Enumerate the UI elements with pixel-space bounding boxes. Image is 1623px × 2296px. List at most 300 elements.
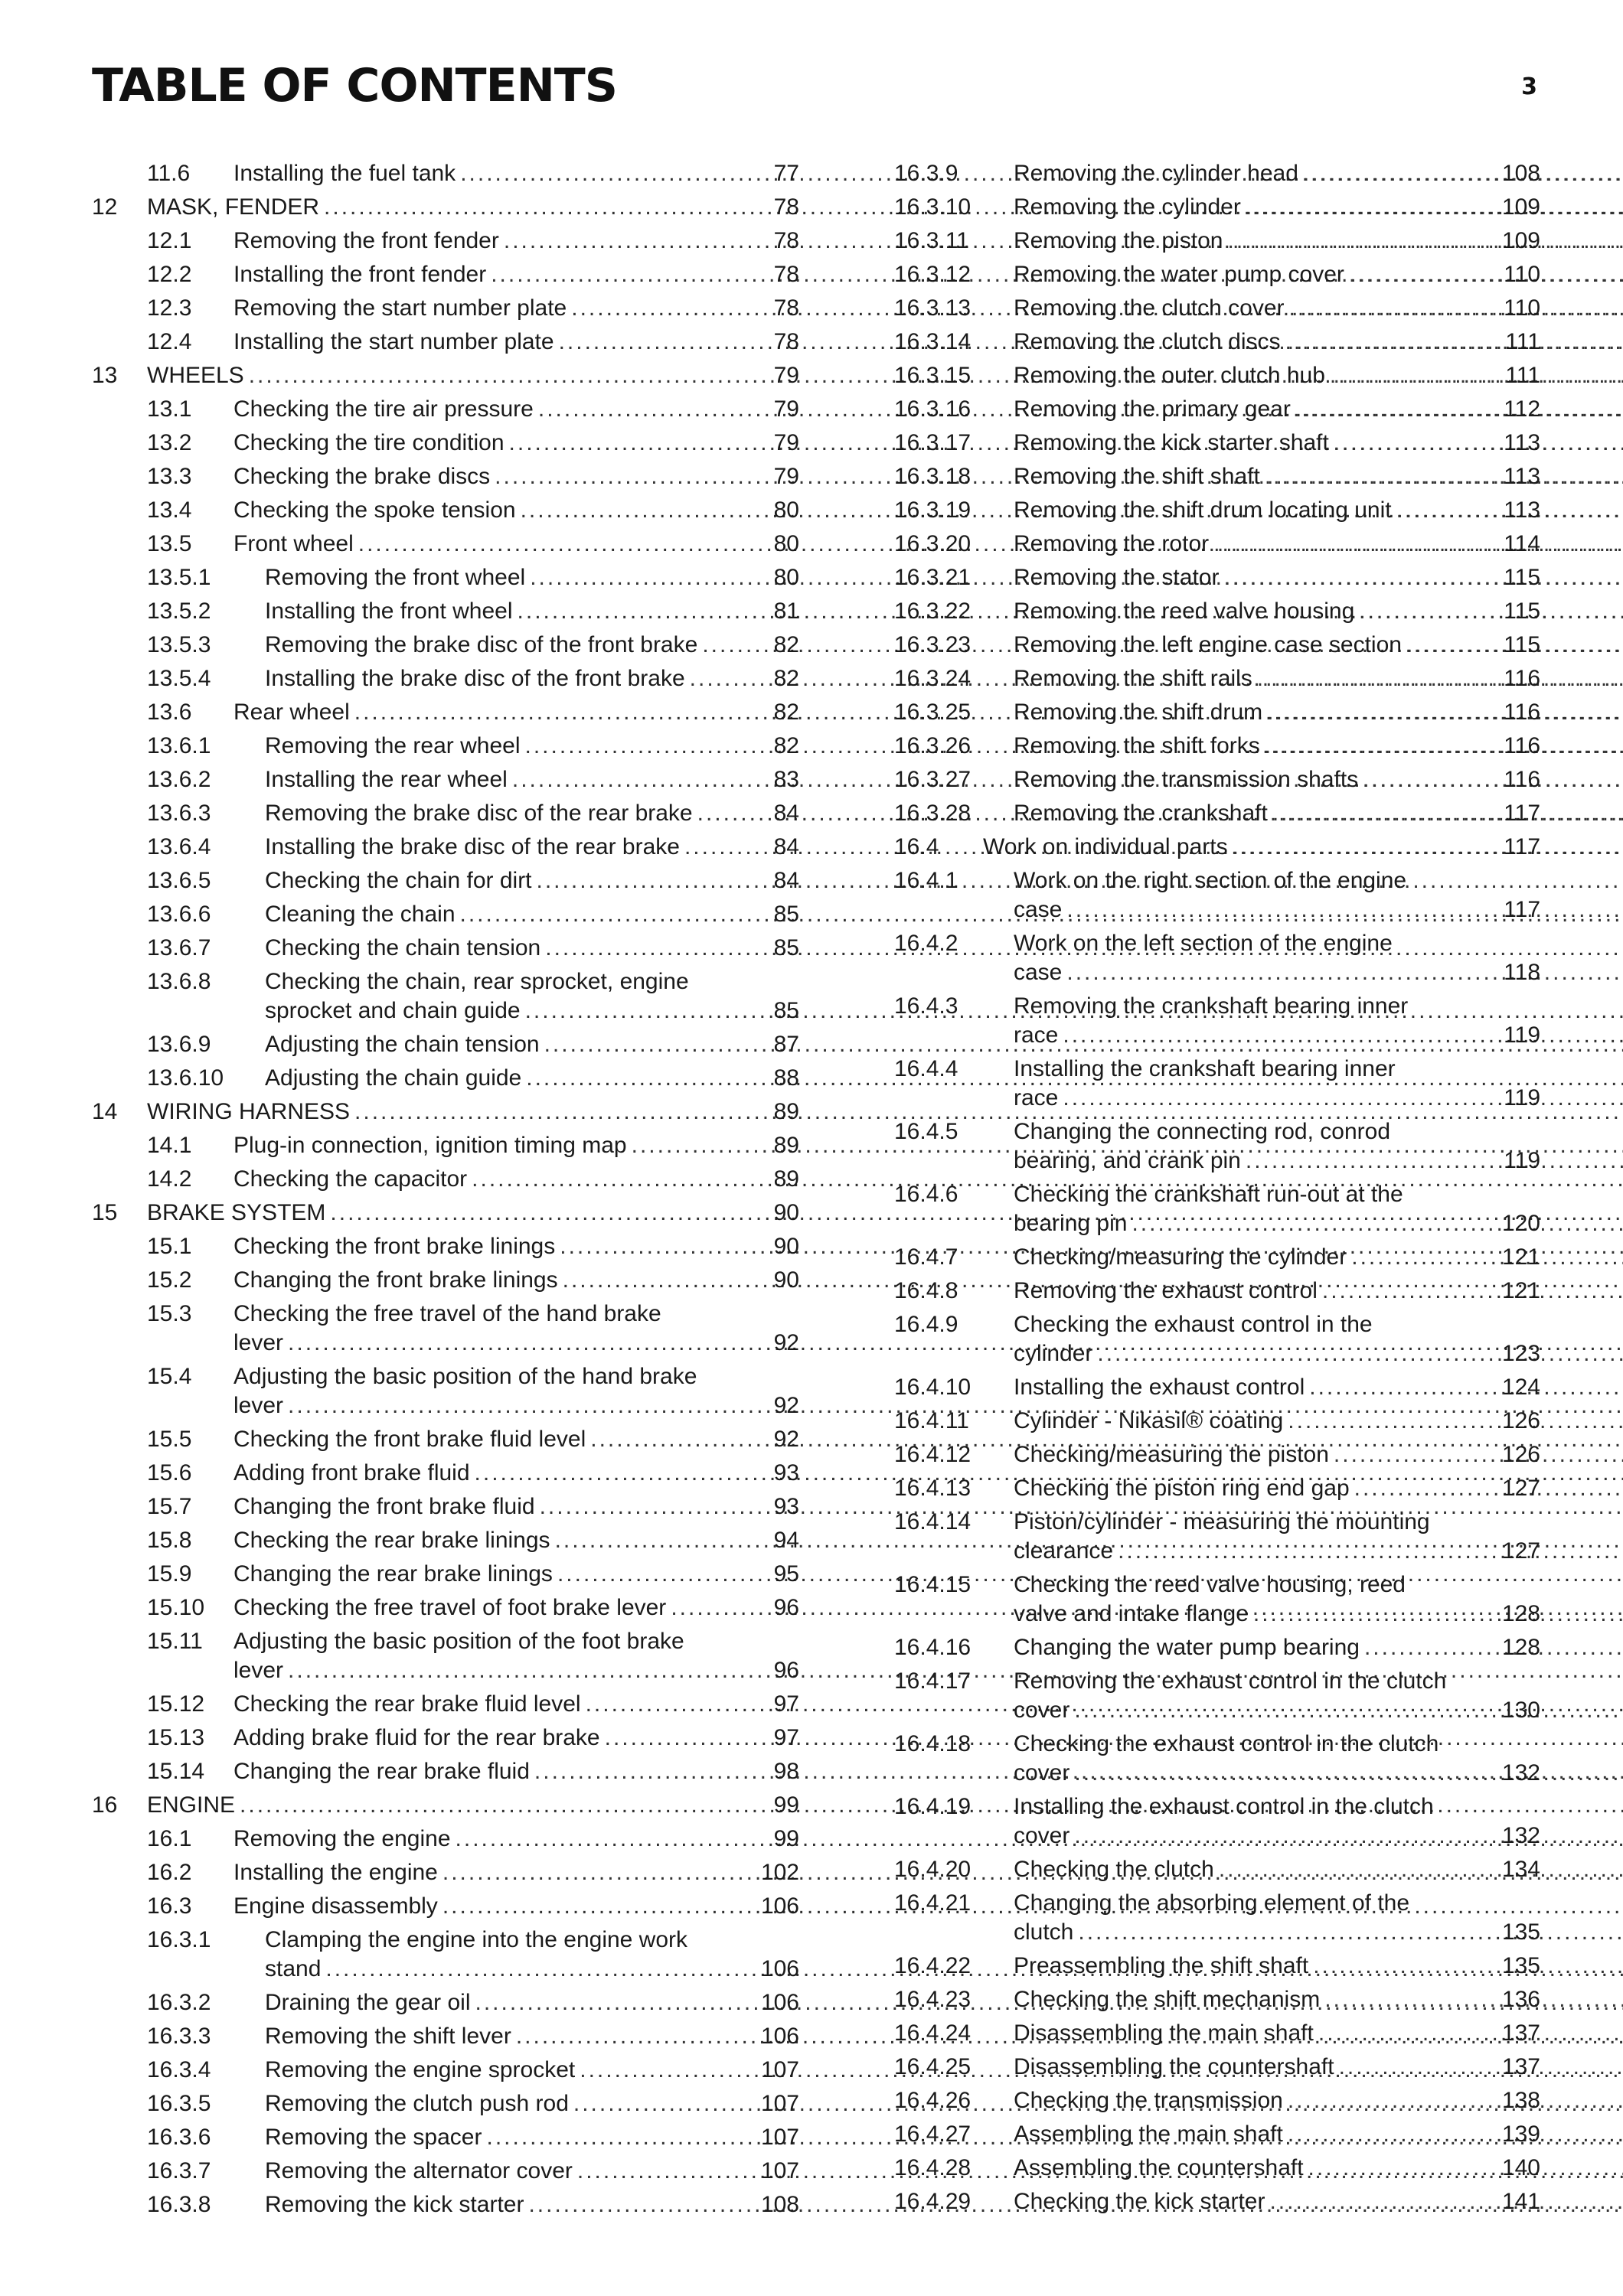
toc-entry-title <box>1014 1407 1540 1436</box>
toc-entry-title-line: Installing the front fender <box>233 262 487 287</box>
toc-entry-page: 111 <box>1505 329 1540 354</box>
toc-entry-title-line: Removing the spacer <box>265 2125 482 2150</box>
toc-entry[interactable] <box>894 496 1540 525</box>
toc-entry-title-line: Removing the shift shaft <box>1014 464 1260 489</box>
toc-entry[interactable] <box>92 1459 799 1488</box>
toc-entry-page: 136 <box>1501 1987 1540 2012</box>
toc-entry-title <box>1014 2086 1540 2115</box>
dot-leader <box>1078 1919 1623 1945</box>
toc-entry[interactable] <box>894 395 1540 424</box>
toc-entry[interactable] <box>92 1064 799 1093</box>
toc-entry[interactable] <box>92 429 799 458</box>
toc-entry-number: 16.4.28 <box>894 2155 972 2180</box>
toc-entry-number: 15.2 <box>147 1267 192 1293</box>
toc-entry[interactable] <box>92 1526 799 1555</box>
toc-entry-page: 79 <box>773 464 799 489</box>
toc-entry-title-line: Installing the start number plate <box>233 329 554 354</box>
toc-entry[interactable] <box>894 799 1540 828</box>
dot-leader <box>1272 801 1623 826</box>
toc-entry-title <box>233 260 799 289</box>
toc-entry[interactable] <box>92 328 799 357</box>
toc-entry-page: 113 <box>1504 464 1540 489</box>
toc-entry[interactable] <box>92 900 799 929</box>
toc-entry[interactable] <box>92 732 799 761</box>
toc-entry[interactable] <box>92 2123 799 2152</box>
toc-entry-number: 13.6 <box>147 700 192 725</box>
toc-entry[interactable] <box>92 294 799 323</box>
toc-entry-title <box>1014 929 1540 987</box>
toc-entry[interactable] <box>894 698 1540 727</box>
dot-leader <box>1288 2122 1623 2147</box>
toc-entry-title-line: Installing the rear wheel <box>265 767 508 792</box>
toc-entry[interactable] <box>894 2053 1540 2082</box>
toc-entry-page: 127 <box>1501 1476 1540 1501</box>
toc-entry-number: 13.6.1 <box>147 733 211 758</box>
toc-entry-page: 109 <box>1501 228 1540 253</box>
toc-entry[interactable] <box>92 395 799 424</box>
toc-entry-title-line: Checking the transmission <box>1014 2088 1283 2113</box>
toc-entry-title <box>233 429 799 458</box>
toc-entry-page: 128 <box>1501 1601 1540 1626</box>
toc-entry[interactable] <box>92 664 799 693</box>
toc-entry[interactable] <box>894 866 1540 925</box>
toc-entry-title <box>1014 1277 1540 1306</box>
toc-entry-page: 82 <box>773 700 799 725</box>
toc-entry-number: 15.8 <box>147 1528 192 1553</box>
toc-entry[interactable] <box>894 1440 1540 1469</box>
toc-entry-number: 16.3.4 <box>147 2057 211 2082</box>
toc-entry-title <box>233 1858 799 1887</box>
toc-entry-number: 11.6 <box>147 161 191 186</box>
toc-entry-title <box>1014 1570 1540 1629</box>
toc-entry-title-line: Removing the shift forks <box>1014 733 1260 758</box>
toc-entry[interactable] <box>92 934 799 963</box>
toc-entry-number: 15.3 <box>147 1301 192 1326</box>
toc-entry[interactable] <box>894 2086 1540 2115</box>
toc-entry-page: 90 <box>773 1234 799 1259</box>
toc-entry-page: 139 <box>1501 2122 1540 2147</box>
toc-entry-page: 119 <box>1504 1148 1540 1173</box>
toc-entry-page: 88 <box>773 1065 799 1091</box>
toc-entry-title-line: Engine disassembly <box>233 1893 438 1919</box>
toc-entry[interactable] <box>92 1300 799 1358</box>
toc-entry[interactable] <box>92 193 799 222</box>
toc-entry-title <box>233 1690 799 1719</box>
toc-entry[interactable] <box>894 2120 1540 2149</box>
toc-entry-page: 106 <box>760 2024 799 2049</box>
toc-entry-title <box>1014 2019 1540 2048</box>
toc-entry[interactable] <box>92 2022 799 2051</box>
toc-entry[interactable] <box>92 260 799 289</box>
toc-entry-page: 132 <box>1501 1823 1540 1848</box>
toc-entry-number: 16.4.7 <box>894 1244 958 1270</box>
toc-entry-number: 14.1 <box>147 1133 192 1158</box>
dot-leader <box>1363 767 1623 792</box>
toc-entry[interactable] <box>92 2190 799 2219</box>
toc-entry-title <box>265 597 799 626</box>
toc-entry[interactable] <box>92 1791 799 1820</box>
toc-entry[interactable] <box>894 2187 1540 2216</box>
toc-entry[interactable] <box>92 1097 799 1127</box>
toc-entry-number: 16.3.22 <box>894 598 972 624</box>
dot-leader <box>1223 565 1623 590</box>
toc-entry-title <box>233 328 799 357</box>
dot-leader <box>1269 2189 1623 2214</box>
toc-entry-title-line: Adjusting the chain guide <box>265 1065 522 1091</box>
toc-entry-number: 16.4.11 <box>894 1408 969 1433</box>
toc-entry-title <box>265 1988 799 2017</box>
toc-entry-title <box>233 1459 799 1488</box>
toc-entry[interactable] <box>894 429 1540 458</box>
toc-entry[interactable] <box>894 1792 1540 1851</box>
toc-entry-title-line: Removing the stator <box>1014 565 1220 590</box>
toc-entry-title-line: Removing the cylinder <box>1014 194 1241 220</box>
toc-entry[interactable] <box>92 1425 799 1454</box>
toc-entry[interactable] <box>894 1985 1540 2014</box>
toc-entry-title-line: Installing the fuel tank <box>233 161 456 186</box>
toc-entry-title <box>1014 698 1540 727</box>
toc-entry-page: 117 <box>1504 801 1540 826</box>
toc-entry-page: 126 <box>1501 1442 1540 1467</box>
toc-entry[interactable] <box>92 462 799 491</box>
toc-entry[interactable] <box>92 1757 799 1786</box>
toc-entry-number: 16.3.25 <box>894 700 972 725</box>
toc-entry-title <box>233 1131 799 1160</box>
dot-leader <box>1339 2054 1623 2079</box>
toc-entry-number: 13.6.7 <box>147 935 211 960</box>
toc-entry-title-line: Assembling the countershaft <box>1014 2155 1304 2180</box>
toc-entry[interactable] <box>894 631 1540 660</box>
toc-entry-title-line: Piston/cylinder - measuring the mounting <box>1014 1509 1430 1534</box>
toc-entry[interactable] <box>92 1988 799 2017</box>
toc-entry[interactable] <box>894 1633 1540 1662</box>
toc-entry-number: 13.6.2 <box>147 767 211 792</box>
toc-entry[interactable] <box>92 1492 799 1521</box>
toc-entry-title-line: Changing the rear brake fluid <box>233 1759 530 1784</box>
toc-entry[interactable] <box>894 260 1540 289</box>
toc-entry[interactable] <box>894 1277 1540 1306</box>
toc-entry-number: 12.3 <box>147 295 192 321</box>
toc-entry[interactable] <box>92 563 799 592</box>
toc-entry-title-line: Removing the brake disc of the rear brake <box>265 801 693 826</box>
toc-entry-number: 16.4.4 <box>894 1056 958 1081</box>
toc-entry[interactable] <box>92 1858 799 1887</box>
toc-entry[interactable] <box>92 1165 799 1194</box>
toc-entry-title <box>265 2022 799 2051</box>
toc-entry-number: 15.13 <box>147 1725 205 1750</box>
toc-entry[interactable] <box>92 1690 799 1719</box>
toc-entry-title <box>265 934 799 963</box>
toc-entry-title <box>1014 193 1540 222</box>
toc-entry-title-line: Removing the transmission shafts <box>1014 767 1359 792</box>
dot-leader <box>1334 1442 1623 1467</box>
dot-leader <box>1265 464 1623 489</box>
toc-entry-title-line: Installing the engine <box>233 1860 438 1885</box>
toc-entry[interactable] <box>894 1889 1540 1947</box>
toc-entry-number: 16.4.14 <box>894 1509 972 1534</box>
toc-entry[interactable] <box>92 496 799 525</box>
toc-entry-page: 106 <box>760 1956 799 1981</box>
toc-entry[interactable] <box>92 631 799 660</box>
dot-leader <box>1288 2088 1623 2113</box>
toc-entry[interactable] <box>894 2019 1540 2048</box>
toc-entry[interactable] <box>894 1508 1540 1566</box>
toc-entry-page: 102 <box>760 1860 799 1885</box>
toc-entry[interactable] <box>92 1362 799 1420</box>
toc-entry[interactable] <box>92 1131 799 1160</box>
toc-entry[interactable] <box>92 1560 799 1589</box>
toc-left-column <box>92 159 799 2224</box>
toc-entry-page: 92 <box>773 1330 799 1355</box>
toc-entry[interactable] <box>894 1180 1540 1238</box>
toc-entry-page: 119 <box>1504 1085 1540 1110</box>
toc-entry-title-line: Checking the reed valve housing, reed <box>1014 1572 1406 1597</box>
toc-entry-number: 16 <box>92 1792 118 1818</box>
toc-entry-page: 116 <box>1504 666 1540 691</box>
toc-entry[interactable] <box>92 1030 799 1059</box>
toc-entry-title-line: Installing the crankshaft bearing inner <box>1014 1056 1396 1081</box>
toc-entry[interactable] <box>894 1407 1540 1436</box>
toc-entry-title-line: Removing the clutch discs <box>1014 329 1281 354</box>
toc-entry[interactable] <box>92 597 799 626</box>
toc-entry-title-line: Removing the reed valve housing <box>1014 598 1355 624</box>
toc-entry[interactable] <box>92 2056 799 2085</box>
toc-entry-number: 16.3.23 <box>894 632 972 657</box>
toc-entry-number: 16.4.22 <box>894 1953 972 1978</box>
toc-entry[interactable] <box>894 1373 1540 1402</box>
toc-entry-title <box>265 967 799 1026</box>
dot-leader <box>1132 1211 1623 1236</box>
toc-entry-page: 111 <box>1505 363 1540 388</box>
toc-entry-title <box>1014 664 1540 693</box>
toc-entry-title <box>1014 1730 1540 1788</box>
toc-entry[interactable] <box>894 1667 1540 1725</box>
toc-entry-title-line: Changing the rear brake linings <box>233 1561 553 1587</box>
toc-entry-title <box>265 2157 799 2186</box>
toc-entry[interactable] <box>894 361 1540 390</box>
toc-entry-title-line: Checking the piston ring end gap <box>1014 1476 1350 1501</box>
toc-entry-page: 126 <box>1501 1408 1540 1433</box>
dot-leader <box>1267 700 1623 725</box>
toc-entry-page: 89 <box>773 1133 799 1158</box>
toc-entry-title-line: Removing the rotor <box>1014 531 1210 556</box>
toc-entry-title <box>265 631 799 660</box>
toc-entry[interactable] <box>894 765 1540 794</box>
dot-leader <box>1228 228 1623 253</box>
toc-entry[interactable] <box>92 1892 799 1921</box>
toc-entry-page: 132 <box>1501 1760 1540 1786</box>
toc-entry-title-line: cylinder <box>1014 1341 1093 1366</box>
toc-entry-number: 16.4.23 <box>894 1987 972 2012</box>
toc-entry-title-line: Adjusting the basic position of the hand brake <box>233 1364 697 1389</box>
toc-entry-title-line: bearing, and crank pin <box>1014 1148 1241 1173</box>
toc-entry[interactable] <box>894 193 1540 222</box>
toc-entry-title <box>983 833 1540 862</box>
toc-entry[interactable] <box>894 328 1540 357</box>
toc-entry[interactable] <box>92 698 799 727</box>
toc-entry[interactable] <box>92 1926 799 1984</box>
toc-entry-title <box>233 1526 799 1555</box>
toc-entry-title-line: Adding front brake fluid <box>233 1460 470 1486</box>
dot-leader <box>1334 430 1623 455</box>
dot-leader <box>1246 1148 1623 1173</box>
toc-entry[interactable] <box>92 1627 799 1685</box>
toc-entry-number: 12 <box>92 194 118 220</box>
toc-entry-title-line: BRAKE SYSTEM <box>147 1200 326 1225</box>
toc-entry-title <box>1014 1373 1540 1402</box>
toc-entry[interactable] <box>894 833 1540 862</box>
toc-entry[interactable] <box>894 1310 1540 1368</box>
toc-entry-number: 16.4.26 <box>894 2088 972 2113</box>
dot-leader <box>1359 598 1623 624</box>
toc-entry-title <box>1014 1440 1540 1469</box>
toc-entry-title <box>265 2056 799 2085</box>
toc-entry[interactable] <box>894 1474 1540 1503</box>
toc-entry-page: 97 <box>773 1725 799 1750</box>
toc-entry-title <box>265 732 799 761</box>
toc-entry-title <box>1014 429 1540 458</box>
toc-entry-title-line: Removing the exhaust control <box>1014 1278 1318 1303</box>
toc-entry[interactable] <box>894 294 1540 323</box>
toc-entry[interactable] <box>894 929 1540 987</box>
toc-entry[interactable] <box>894 1243 1540 1272</box>
dot-leader <box>1219 1857 1623 1882</box>
dot-leader <box>1097 1341 1623 1366</box>
toc-entry-number: 16.3.14 <box>894 329 972 354</box>
toc-entry-page: 84 <box>773 834 799 859</box>
toc-entry-title <box>1014 294 1540 323</box>
toc-entry-title <box>1014 1310 1540 1368</box>
toc-entry-title-line: Removing the front fender <box>233 228 499 253</box>
toc-entry[interactable] <box>92 799 799 828</box>
dot-leader <box>1324 1987 1623 2012</box>
toc-entry[interactable] <box>894 530 1540 559</box>
toc-entry-number: 15.6 <box>147 1460 192 1486</box>
toc-entry-number: 15 <box>92 1200 118 1225</box>
toc-entry-title-line: Removing the crankshaft <box>1014 801 1268 826</box>
toc-entry-number: 16.4.13 <box>894 1476 972 1501</box>
toc-entry-title-line: Removing the water pump cover <box>1014 262 1344 287</box>
toc-entry-page: 82 <box>773 632 799 657</box>
toc-entry-title <box>265 799 799 828</box>
dot-leader <box>1074 1823 1623 1848</box>
toc-entry[interactable] <box>92 866 799 895</box>
toc-entry-title <box>1014 462 1540 491</box>
toc-entry[interactable] <box>894 1730 1540 1788</box>
toc-entry-page: 113 <box>1504 497 1540 523</box>
toc-entry[interactable] <box>92 1593 799 1623</box>
toc-entry-page: 78 <box>773 228 799 253</box>
toc-entry-page: 116 <box>1504 700 1540 725</box>
toc-entry[interactable] <box>894 992 1540 1050</box>
toc-entry[interactable] <box>92 159 799 188</box>
toc-entry-number: 16.4.27 <box>894 2122 972 2147</box>
toc-entry-title-line: Checking/measuring the piston <box>1014 1442 1329 1467</box>
toc-entry[interactable] <box>92 2089 799 2118</box>
toc-entry[interactable] <box>92 1266 799 1295</box>
toc-entry-title-line: Checking the kick starter <box>1014 2189 1265 2214</box>
toc-entry-number: 16.4.16 <box>894 1635 972 1660</box>
toc-entry[interactable] <box>92 1232 799 1261</box>
toc-entry-page: 96 <box>773 1595 799 1620</box>
toc-entry-page: 119 <box>1504 1022 1540 1048</box>
toc-entry[interactable] <box>894 732 1540 761</box>
toc-entry-title <box>1014 328 1540 357</box>
toc-entry[interactable] <box>92 1724 799 1753</box>
toc-entry-page: 134 <box>1501 1857 1540 1882</box>
toc-entry-title-line: valve and intake flange <box>1014 1601 1249 1626</box>
toc-entry[interactable] <box>92 227 799 256</box>
toc-entry[interactable] <box>894 2154 1540 2183</box>
toc-entry-page: 84 <box>773 868 799 893</box>
toc-entry-page: 78 <box>773 262 799 287</box>
toc-entry-page: 85 <box>773 935 799 960</box>
toc-entry-title-line: Removing the shift lever <box>265 2024 511 2049</box>
toc-entry[interactable] <box>92 530 799 559</box>
toc-entry[interactable] <box>894 1055 1540 1113</box>
toc-entry[interactable] <box>92 833 799 862</box>
toc-entry-number: 16.4.29 <box>894 2189 972 2214</box>
toc-entry[interactable] <box>894 1570 1540 1629</box>
toc-entry[interactable] <box>894 664 1540 693</box>
toc-entry-number: 15.1 <box>147 1234 192 1259</box>
toc-entry[interactable] <box>92 361 799 390</box>
toc-entry-title-line: Cleaning the chain <box>265 902 456 927</box>
toc-entry[interactable] <box>92 1199 799 1228</box>
toc-entry-title-line: clutch <box>1014 1919 1074 1945</box>
toc-entry[interactable] <box>92 765 799 794</box>
toc-entry-title <box>233 1560 799 1589</box>
toc-entry[interactable] <box>92 1825 799 1854</box>
toc-entry[interactable] <box>894 563 1540 592</box>
dot-leader <box>1288 1408 1623 1433</box>
toc-entry-title <box>233 1425 799 1454</box>
toc-entry-title <box>233 1266 799 1295</box>
toc-entry-title-line: Removing the exhaust control in the clutch <box>1014 1668 1447 1694</box>
toc-entry-page: 115 <box>1504 565 1540 590</box>
toc-entry[interactable] <box>92 2157 799 2186</box>
toc-entry[interactable] <box>894 462 1540 491</box>
toc-entry-page: 77 <box>773 161 799 186</box>
toc-entry-page: 84 <box>773 801 799 826</box>
toc-entry-title <box>1014 1633 1540 1662</box>
toc-entry-title-line: race <box>1014 1085 1059 1110</box>
toc-entry[interactable] <box>894 1855 1540 1884</box>
toc-entry-title-line: Checking the capacitor <box>233 1166 468 1192</box>
toc-entry-number: 16.3.12 <box>894 262 972 287</box>
toc-entry-page: 128 <box>1501 1635 1540 1660</box>
toc-entry-number: 16.3.13 <box>894 295 972 321</box>
toc-entry-title <box>1014 1508 1540 1566</box>
toc-entry[interactable] <box>894 597 1540 626</box>
toc-entry[interactable] <box>894 1952 1540 1981</box>
toc-entry-page: 78 <box>773 194 799 220</box>
toc-entry-title-line: Front wheel <box>233 531 354 556</box>
toc-entry-title-line: Checking the chain for dirt <box>265 868 532 893</box>
toc-entry-title-line: Removing the alternator cover <box>265 2158 573 2183</box>
toc-entry-title-line: MASK, FENDER <box>147 194 320 220</box>
toc-entry-title <box>233 1362 799 1420</box>
toc-entry-page: 124 <box>1501 1375 1540 1400</box>
toc-entry-page: 137 <box>1501 2054 1540 2079</box>
toc-entry[interactable] <box>894 1117 1540 1176</box>
toc-entry[interactable] <box>92 967 799 1026</box>
toc-entry[interactable] <box>894 159 1540 188</box>
toc-entry-number: 16.4.6 <box>894 1182 958 1207</box>
toc-entry-number: 16.4.12 <box>894 1442 972 1467</box>
toc-entry[interactable] <box>894 227 1540 256</box>
toc-entry-title-line: Assembling the main shaft <box>1014 2122 1283 2147</box>
